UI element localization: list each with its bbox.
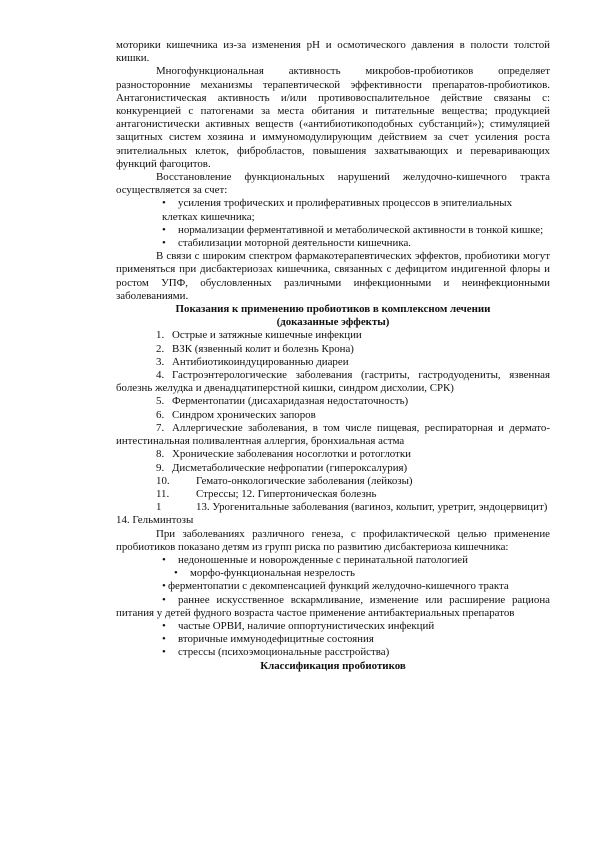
paragraph-dysbacteriosis: В связи с широким спектром фармакотерапевтических эффектов, пробиотики могут применяться при дисбактериозах кишечника, связанных с дефицитом индигенной флоры и ростом УПФ, обусловленных различными инфекционными и неинфекционными заболеваниями. <box>116 250 550 302</box>
bullet-glyph: • <box>162 593 166 606</box>
list-item-text: 13. Урогенитальные заболевания (вагиноз, кольпит, уретрит, эндоцервицит) 14. Гельминтозы <box>116 501 548 527</box>
item-number: 2. <box>156 342 165 355</box>
bullet-glyph: • <box>162 580 166 593</box>
list-item <box>116 580 550 593</box>
item-number: 1 <box>156 501 162 514</box>
list-item-text: Острые и затяжные кишечные инфекции <box>172 329 362 342</box>
bullet-glyph: • <box>162 633 166 646</box>
list-item-text: стрессы (психоэмоциональные расстройства) <box>178 646 390 659</box>
list-item <box>116 633 550 646</box>
item-number: 11. <box>156 487 170 500</box>
item-number: 4. <box>156 369 165 382</box>
numbered-list-indications <box>116 329 550 527</box>
section-heading-classification: Классификация пробиотиков <box>260 659 406 672</box>
list-item <box>116 237 550 250</box>
list-item <box>116 356 550 369</box>
list-item <box>116 422 550 448</box>
paragraph-multifunctional-activity: Многофункциональная активность микробов-пробиотиков определяет разносторонние механизмы терапевтической эффективности препаратов-пробиотиков. Антагонистическая активность и/или противовоспалительное действие связаны с: конкуренцией с патогенами за места обитания и питательные вещества; продукцией антагонистически активных веществ («антибиотикоподобных субстанций»); стимуляцией защитных систем хозяина и иммуномодулирующим действием за счет усиления роста эпителиальных клеток, фибробластов, повышения захватывающих и переваривающих функций фагоцитов. <box>116 65 550 170</box>
list-item <box>116 501 550 527</box>
item-number: 10. <box>156 474 170 487</box>
bullet-glyph: • <box>162 197 166 210</box>
list-item <box>116 448 550 461</box>
bullet-glyph: • <box>162 646 166 659</box>
list-item-text: стабилизации моторной деятельности кишечника. <box>178 237 412 250</box>
list-item-text: ВЗК (язвенный колит и болезнь Крона) <box>172 342 354 355</box>
bullet-glyph: • <box>162 553 166 566</box>
list-item-text: Хронические заболевания носоглотки и ротоглотки <box>172 448 411 461</box>
paragraph-motility: моторики кишечника из-за изменения pH и осмотического давления в полости толстой кишки. <box>116 39 550 65</box>
list-item-text: Аллергические заболевания, в том числе пищевая, респираторная и дермато-интестинальная поливалентная аллергия, бронхиальная астма <box>116 421 550 448</box>
list-item <box>116 224 550 237</box>
list-item-text: Дисметаболические нефропатии (гипероксалурия) <box>172 461 408 474</box>
list-item-text: морфо-функциональная незрелость <box>190 567 356 580</box>
section-heading-indications <box>116 303 550 329</box>
list-item <box>116 395 550 408</box>
list-item <box>116 567 550 580</box>
list-item-text: вторичные иммунодефицитные состояния <box>178 633 374 646</box>
document-page <box>116 39 550 673</box>
list-item-text: Ферментопатии (дисахаридазная недостаточность) <box>172 395 409 408</box>
list-item-text: частые ОРВИ, наличие оппортунистических инфекций <box>178 619 435 632</box>
item-number: 7. <box>156 421 165 434</box>
paragraph-prophylaxis: При заболеваниях различного генеза, с профилактической целью применение пробиотиков показано детям из групп риска по развитию дисбактериоза кишечника: <box>116 527 550 553</box>
list-item <box>116 343 550 356</box>
item-number: 9. <box>156 461 165 474</box>
list-item-text: Синдром хронических запоров <box>172 408 316 421</box>
item-number: 8. <box>156 448 165 461</box>
list-item-text: усиления трофических и пролиферативных процессов в эпителиальных клетках кишечника; <box>162 197 513 223</box>
bullet-glyph: • <box>174 567 178 580</box>
item-number: 1. <box>156 329 165 342</box>
list-item <box>116 554 550 567</box>
list-item-text: Стрессы; 12. Гипертоническая болезнь <box>196 487 377 500</box>
list-item <box>116 462 550 475</box>
bullet-list-risk-groups <box>116 554 550 660</box>
bullet-glyph: • <box>162 223 166 236</box>
list-item <box>116 369 550 395</box>
list-item-text: недоношенные и новорожденные с перинатальной патологией <box>178 553 468 566</box>
bullet-glyph: • <box>162 237 166 250</box>
list-item-text: раннее искусственное вскармливание, изменение или расширение рациона питания у детей фудного возраста частое применение антибактериальных препаратов <box>116 593 550 619</box>
list-item-text: ферментопатии с декомпенсацией функций желудочно-кишечного тракта <box>168 580 509 593</box>
list-item <box>116 409 550 422</box>
list-item-text: нормализации ферментативной и метаболической активности в тонкой кишке; <box>178 223 544 236</box>
list-item <box>116 594 550 620</box>
heading-line: (доказанные эффекты) <box>276 316 390 329</box>
list-item <box>116 646 550 659</box>
list-item <box>116 475 550 488</box>
list-item <box>116 329 550 342</box>
item-number: 5. <box>156 395 165 408</box>
item-number: 3. <box>156 355 165 368</box>
item-number: 6. <box>156 408 165 421</box>
list-item-text: Гемато-онкологические заболевания (лейкозы) <box>196 474 413 487</box>
heading-line: Показания к применению пробиотиков в комплексном лечении <box>175 303 491 316</box>
list-item <box>116 197 550 223</box>
bullet-glyph: • <box>162 619 166 632</box>
list-item-text: Гастроэнтерологические заболевания (гастриты, гастродуодениты, язвенная болезнь желудка и двенадцатиперстной кишки, синдром дисхолии, СРК) <box>116 369 550 395</box>
list-item-text: Антибиотикоиндуцированнью диареи <box>172 355 349 368</box>
list-item <box>116 620 550 633</box>
paragraph-restoration: Восстановление функциональных нарушений желудочно-кишечного тракта осуществляется за счет: <box>116 171 550 197</box>
list-item <box>116 488 550 501</box>
bullet-list-restoration <box>116 197 550 250</box>
